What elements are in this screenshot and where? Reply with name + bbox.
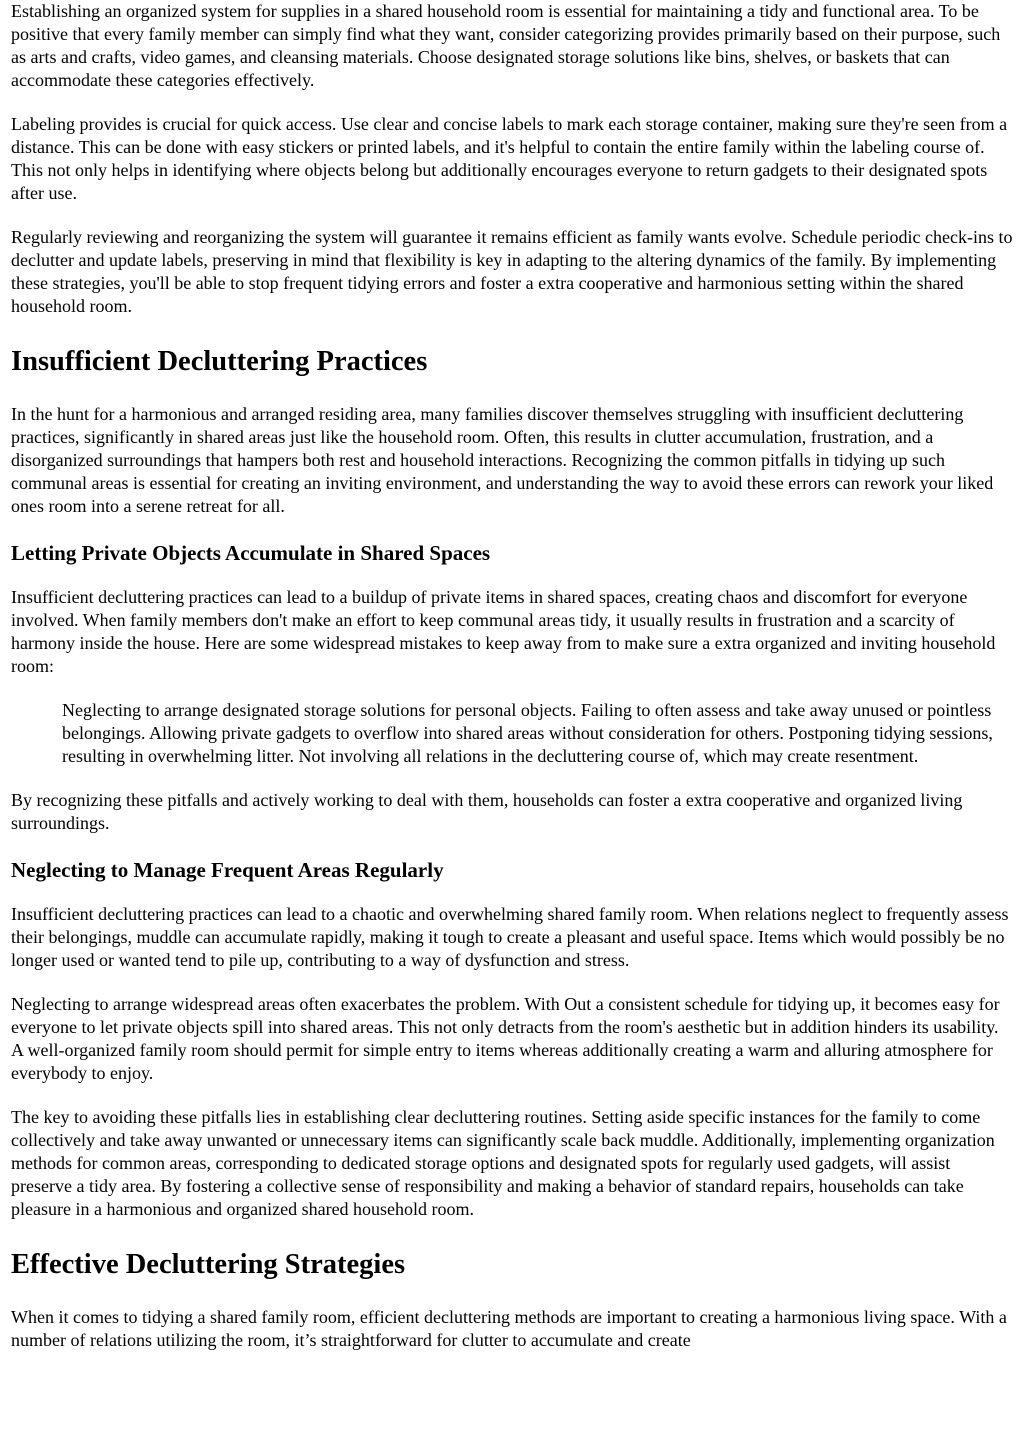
paragraph-reviewing: Regularly reviewing and reorganizing the system will guarantee it remains efficient as family wants evolve. Schedule periodic check-ins to declutter and update labels, preserving in mind that flexibility is key in adapting to the altering dynamics of the family. By implementing these strategies, you'll be able to stop frequent tidying errors and foster a extra cooperative and harmonious setting within the shared household room. [11, 227, 1013, 316]
paragraph-strategies-intro: When it comes to tidying a shared family room, efficient decluttering methods are important to creating a harmonious living space. With a number of relations utilizing the room, it’s straightforward for clutter to accumulate and create [11, 1307, 1007, 1350]
paragraph-routines: The key to avoiding these pitfalls lies in establishing clear decluttering routines. Setting aside specific instances for the family to come collectively and take away unwanted or unnecessary items can significantly scale back muddle. Additionally, implementing organization methods for common areas, corresponding to dedicated storage options and designated spots for regularly used gadgets, will assist preserve a tidy area. By fostering a collective sense of responsibility and making a behavior of standard repairs, households can take pleasure in a harmonious and organized shared household room. [11, 1107, 995, 1219]
heading-effective-strategies: Effective Decluttering Strategies [11, 1249, 406, 1280]
quote-common-mistakes: Neglecting to arrange designated storage solutions for personal objects. Failing to often assess and take away unused or pointless belongings. Allowing private gadgets to overflow into shared areas without consideration for others. Postponing tidying sessions, resulting in overwhelming litter. Not involving all relations in the decluttering course of, which may create resentment. [62, 700, 993, 766]
subheading-frequent-areas: Neglecting to Manage Frequent Areas Regularly [11, 858, 444, 882]
paragraph-widespread-areas: Neglecting to arrange widespread areas often exacerbates the problem. With Out a consistent schedule for tidying up, it becomes easy for everyone to let private objects spill into shared areas. This not only detracts from the room's aesthetic but in addition hinders its usability. A well-organized family room should permit for simple entry to items whereas additionally creating a warm and alluring atmosphere for everybody to enjoy. [11, 994, 1000, 1083]
subheading-private-objects: Letting Private Objects Accumulate in Shared Spaces [11, 541, 491, 565]
paragraph-private-objects: Insufficient decluttering practices can lead to a buildup of private items in shared spaces, creating chaos and discomfort for everyone involved. When family members don't make an effort to keep communal areas tidy, it usually results in frustration and a scarcity of harmony inside the house. Here are some widespread mistakes to keep away from to make sure a extra organized and inviting household room: [11, 587, 996, 676]
paragraph-decluttering-intro: In the hunt for a harmonious and arranged residing area, many families discover themselves struggling with insufficient decluttering practices, significantly in shared areas just like the household room. Often, this results in clutter accumulation, frustration, and a disorganized surroundings that hampers both rest and household interactions. Recognizing the common pitfalls in tidying up such communal areas is essential for creating an inviting environment, and understanding the way to avoid these errors can rework your liked ones room into a serene retreat for all. [11, 404, 994, 516]
paragraph-recognizing-pitfalls: By recognizing these pitfalls and actively working to deal with them, households can foster a extra cooperative and organized living surroundings. [11, 790, 963, 833]
paragraph-chaotic-room: Insufficient decluttering practices can lead to a chaotic and overwhelming shared family room. When relations neglect to frequently assess their belongings, muddle can accumulate rapidly, making it tough to create a pleasant and useful space. Items which would possibly be no longer used or wanted tend to pile up, contributing to a way of dysfunction and stress. [11, 904, 1009, 970]
heading-insufficient-decluttering: Insufficient Decluttering Practices [11, 346, 428, 377]
paragraph-storage-system: Establishing an organized system for supplies in a shared household room is essential for maintaining a tidy and functional area. To be positive that every family member can simply find what they want, consider categorizing provides primarily based on their purpose, such as arts and crafts, video games, and cleansing materials. Choose designated storage solutions like bins, shelves, or baskets that can accommodate these categories effectively. [11, 1, 1001, 90]
paragraph-labeling: Labeling provides is crucial for quick access. Use clear and concise labels to mark each storage container, making sure they're seen from a distance. This can be done with easy stickers or printed labels, and it's helpful to contain the entire family within the labeling course of. This not only helps in identifying where objects belong but additionally encourages everyone to return gadgets to their designated spots after use. [11, 114, 1008, 203]
